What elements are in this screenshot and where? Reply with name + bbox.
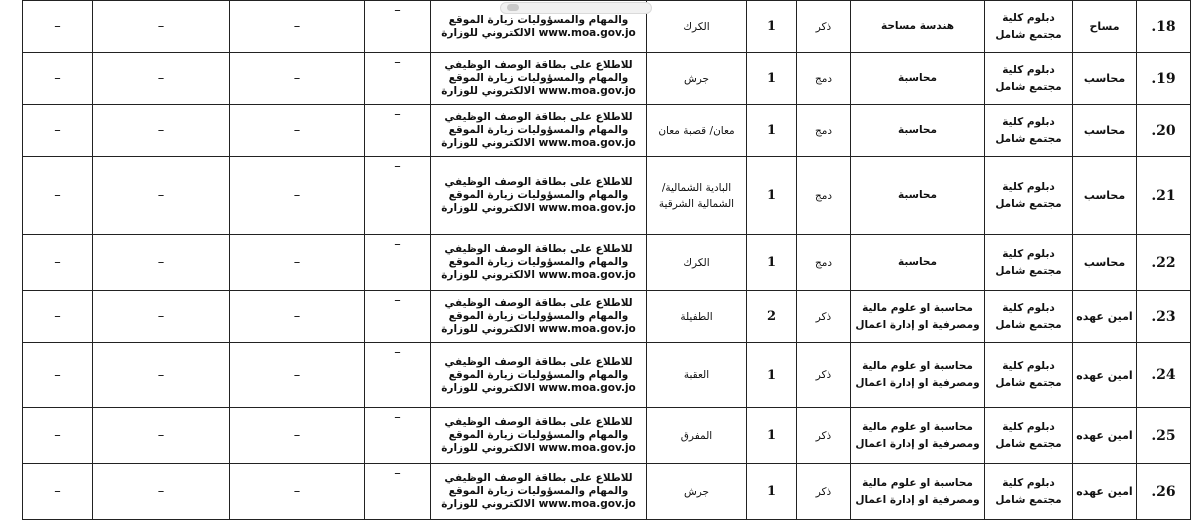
empty-cell: – xyxy=(365,291,431,343)
job-title: محاسب xyxy=(1073,105,1137,157)
text-line: هندسة مساحة xyxy=(880,20,955,32)
notes xyxy=(431,343,647,408)
empty-cell: – xyxy=(93,157,230,235)
specialization xyxy=(851,408,985,464)
specialization xyxy=(851,53,985,105)
text-line: دبلوم كلية xyxy=(1002,63,1055,76)
table-body xyxy=(23,1,1191,520)
text-line: مجتمع شامل xyxy=(995,80,1062,93)
empty-cell: – xyxy=(230,235,365,291)
text-line: للاطلاع على بطاقة الوصف الوظيفي xyxy=(444,297,633,309)
text-line: معان/ قصبة معان xyxy=(658,124,735,137)
qualification xyxy=(985,408,1073,464)
text-line: الالكتروني للوزارة www.moa.gov.jo xyxy=(441,137,636,149)
text-line: الالكتروني للوزارة www.moa.gov.jo xyxy=(441,323,636,335)
qualification xyxy=(985,1,1073,53)
empty-cell: – xyxy=(93,464,230,520)
row-number: .23 xyxy=(1137,291,1191,343)
qualification xyxy=(985,291,1073,343)
text-line: الالكتروني للوزارة www.moa.gov.jo xyxy=(441,26,636,39)
row-number: .18 xyxy=(1137,1,1191,53)
text-line: دبلوم كلية xyxy=(1002,180,1055,193)
text-line: محاسبة xyxy=(898,124,937,136)
location xyxy=(647,157,747,235)
empty-cell: – xyxy=(365,157,431,235)
text-line: جرش xyxy=(683,485,710,498)
specialization xyxy=(851,1,985,53)
job-title: محاسب xyxy=(1073,157,1137,235)
empty-cell: – xyxy=(23,235,93,291)
empty-cell: – xyxy=(93,105,230,157)
empty-cell: – xyxy=(23,408,93,464)
empty-cell: – xyxy=(230,157,365,235)
text-line: الطفيلة xyxy=(680,310,713,323)
row-number: .22 xyxy=(1137,235,1191,291)
table-row xyxy=(23,105,1191,157)
row-number: .21 xyxy=(1137,157,1191,235)
empty-cell: – xyxy=(93,53,230,105)
notes xyxy=(431,291,647,343)
text-line: والمهام والمسؤوليات زيارة الموقع xyxy=(448,256,629,268)
empty-cell: – xyxy=(93,343,230,408)
location xyxy=(647,105,747,157)
vacancy-count: 1 xyxy=(747,157,797,235)
specialization xyxy=(851,157,985,235)
qualification xyxy=(985,53,1073,105)
empty-cell: – xyxy=(23,464,93,520)
text-line: والمهام والمسؤوليات زيارة الموقع xyxy=(448,189,629,201)
text-line: الالكتروني للوزارة www.moa.gov.jo xyxy=(441,85,636,97)
gender: ذكر xyxy=(797,1,851,53)
vacancy-count: 2 xyxy=(747,291,797,343)
text-line: دبلوم كلية xyxy=(1002,115,1055,128)
empty-cell: – xyxy=(230,343,365,408)
empty-cell: – xyxy=(365,464,431,520)
table-row xyxy=(23,291,1191,343)
text-line: مجتمع شامل xyxy=(995,264,1062,277)
text-line: والمهام والمسؤوليات زيارة الموقع xyxy=(448,310,629,322)
text-line: ومصرفية او إدارة اعمال xyxy=(855,318,980,331)
text-line: محاسبة xyxy=(898,256,937,268)
gender: ذكر xyxy=(797,343,851,408)
location xyxy=(647,1,747,53)
empty-cell: – xyxy=(365,53,431,105)
empty-cell: – xyxy=(93,291,230,343)
table-row xyxy=(23,157,1191,235)
empty-cell: – xyxy=(230,408,365,464)
text-line: جرش xyxy=(683,72,710,85)
empty-cell: – xyxy=(230,105,365,157)
location xyxy=(647,343,747,408)
job-title: مساح xyxy=(1073,1,1137,53)
gender: دمج xyxy=(797,157,851,235)
text-line: ومصرفية او إدارة اعمال xyxy=(855,377,980,389)
text-line: محاسبة او علوم مالية xyxy=(862,301,973,314)
horizontal-scrollbar[interactable] xyxy=(500,2,652,14)
text-line: مجتمع شامل xyxy=(995,197,1062,210)
notes xyxy=(431,464,647,520)
empty-cell: – xyxy=(365,408,431,464)
text-line: للاطلاع على بطاقة الوصف الوظيفي xyxy=(444,176,633,188)
qualification xyxy=(985,235,1073,291)
empty-cell: – xyxy=(23,157,93,235)
job-title: امين عهده xyxy=(1073,408,1137,464)
job-title: محاسب xyxy=(1073,235,1137,291)
table-row xyxy=(23,235,1191,291)
table-row xyxy=(23,408,1191,464)
job-title: امين عهده xyxy=(1073,343,1137,408)
empty-cell: – xyxy=(230,464,365,520)
job-title: محاسب xyxy=(1073,53,1137,105)
text-line: دبلوم كلية xyxy=(1002,476,1055,489)
text-line: محاسبة xyxy=(898,72,937,84)
location xyxy=(647,235,747,291)
text-line: مجتمع شامل xyxy=(995,493,1062,506)
job-title: امين عهده xyxy=(1073,464,1137,520)
vacancy-count: 1 xyxy=(747,343,797,408)
text-line: والمهام والمسؤوليات زيارة الموقع xyxy=(448,429,629,441)
qualification xyxy=(985,157,1073,235)
text-line: مجتمع شامل xyxy=(995,28,1062,41)
specialization xyxy=(851,464,985,520)
text-line: المفرق xyxy=(680,429,713,442)
empty-cell: – xyxy=(23,105,93,157)
text-line: للاطلاع على بطاقة الوصف الوظيفي xyxy=(444,355,633,368)
location xyxy=(647,408,747,464)
empty-cell: – xyxy=(365,235,431,291)
scrollbar-thumb[interactable] xyxy=(507,4,519,11)
row-number: .25 xyxy=(1137,408,1191,464)
empty-cell: – xyxy=(93,408,230,464)
text-line: مجتمع شامل xyxy=(995,437,1062,450)
empty-cell: – xyxy=(23,53,93,105)
row-number: .24 xyxy=(1137,343,1191,408)
text-line: والمهام والمسؤوليات زيارة الموقع xyxy=(448,485,629,497)
text-line: والمهام والمسؤوليات زيارة الموقع xyxy=(448,368,629,381)
empty-cell: – xyxy=(365,1,431,53)
specialization xyxy=(851,291,985,343)
text-line: ومصرفية او إدارة اعمال xyxy=(855,493,980,506)
text-line: والمهام والمسؤوليات زيارة الموقع xyxy=(448,13,629,26)
vacancy-count: 1 xyxy=(747,408,797,464)
notes xyxy=(431,105,647,157)
empty-cell: – xyxy=(365,343,431,408)
text-line: الكرك xyxy=(683,256,710,269)
text-line: للاطلاع على بطاقة الوصف الوظيفي xyxy=(444,416,633,428)
vacancy-count: 1 xyxy=(747,105,797,157)
location xyxy=(647,291,747,343)
specialization xyxy=(851,235,985,291)
document-sheet xyxy=(22,0,1190,520)
empty-cell: – xyxy=(365,105,431,157)
text-line: محاسبة او علوم مالية xyxy=(862,476,973,489)
vacancies-table xyxy=(22,0,1191,520)
row-number: .20 xyxy=(1137,105,1191,157)
gender: ذكر xyxy=(797,291,851,343)
location xyxy=(647,53,747,105)
empty-cell: – xyxy=(23,1,93,53)
empty-cell: – xyxy=(230,291,365,343)
empty-cell: – xyxy=(93,1,230,53)
specialization xyxy=(851,343,985,408)
text-line: دبلوم كلية xyxy=(1002,301,1055,314)
text-line: للاطلاع على بطاقة الوصف الوظيفي xyxy=(444,111,633,123)
table-row xyxy=(23,343,1191,408)
text-line: دبلوم كلية xyxy=(1002,247,1055,260)
notes xyxy=(431,408,647,464)
qualification xyxy=(985,105,1073,157)
text-line: الالكتروني للوزارة www.moa.gov.jo xyxy=(441,269,636,281)
job-title: امين عهده xyxy=(1073,291,1137,343)
qualification xyxy=(985,343,1073,408)
gender: ذكر xyxy=(797,464,851,520)
text-line: العقبة xyxy=(683,369,710,381)
location xyxy=(647,464,747,520)
text-line: للاطلاع على بطاقة الوصف الوظيفي xyxy=(444,243,633,255)
text-line: دبلوم كلية xyxy=(1002,420,1055,433)
notes xyxy=(431,157,647,235)
text-line: الكرك xyxy=(683,20,710,33)
text-line: مجتمع شامل xyxy=(995,318,1062,331)
text-line: محاسبة او علوم مالية xyxy=(862,420,973,433)
text-line: الالكتروني للوزارة www.moa.gov.jo xyxy=(441,381,636,394)
text-line: الالكتروني للوزارة www.moa.gov.jo xyxy=(441,442,636,454)
table-row xyxy=(23,53,1191,105)
vacancy-count: 1 xyxy=(747,235,797,291)
gender: دمج xyxy=(797,105,851,157)
vacancy-count: 1 xyxy=(747,53,797,105)
row-number: .26 xyxy=(1137,464,1191,520)
text-line: والمهام والمسؤوليات زيارة الموقع xyxy=(448,72,629,84)
text-line: محاسبة xyxy=(898,189,937,201)
text-line: مجتمع شامل xyxy=(995,132,1062,145)
text-line: ومصرفية او إدارة اعمال xyxy=(855,437,980,450)
text-line: الالكتروني للوزارة www.moa.gov.jo xyxy=(441,498,636,510)
text-line: دبلوم كلية xyxy=(1002,360,1055,372)
vacancy-count: 1 xyxy=(747,464,797,520)
notes xyxy=(431,53,647,105)
empty-cell: – xyxy=(93,235,230,291)
gender: دمج xyxy=(797,53,851,105)
text-line: للاطلاع على بطاقة الوصف الوظيفي xyxy=(444,472,633,484)
notes xyxy=(431,235,647,291)
text-line: البادية الشمالية/ xyxy=(661,181,732,194)
empty-cell: – xyxy=(23,343,93,408)
text-line: مجتمع شامل xyxy=(995,377,1062,389)
row-number: .19 xyxy=(1137,53,1191,105)
text-line: دبلوم كلية xyxy=(1002,11,1055,24)
empty-cell: – xyxy=(230,1,365,53)
text-line: للاطلاع على بطاقة الوصف الوظيفي xyxy=(444,59,633,71)
text-line: الالكتروني للوزارة www.moa.gov.jo xyxy=(441,202,636,214)
gender: ذكر xyxy=(797,408,851,464)
specialization xyxy=(851,105,985,157)
text-line: محاسبة او علوم مالية xyxy=(862,360,973,372)
qualification xyxy=(985,464,1073,520)
gender: دمج xyxy=(797,235,851,291)
table-row xyxy=(23,464,1191,520)
text-line: الشمالية الشرقية xyxy=(658,197,735,210)
empty-cell: – xyxy=(230,53,365,105)
vacancy-count: 1 xyxy=(747,1,797,53)
text-line: والمهام والمسؤوليات زيارة الموقع xyxy=(448,124,629,136)
empty-cell: – xyxy=(23,291,93,343)
